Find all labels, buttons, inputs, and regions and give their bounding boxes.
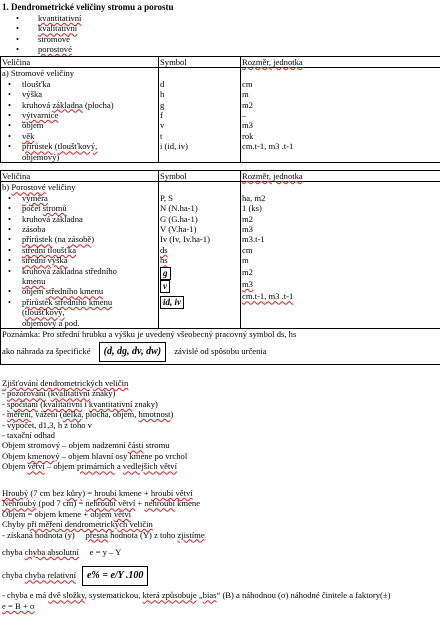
text-line: - získaná hodnota (y) přesná hodnota (Y) z toho zjistíme	[2, 529, 205, 540]
unit-cell: m2	[242, 266, 253, 277]
text-line: chyba chyba absolutní e = y – Y	[2, 547, 122, 558]
formula: e = y – Y	[89, 547, 122, 558]
unit-cell: m3	[242, 120, 253, 131]
symbol-cell: hs	[160, 255, 168, 266]
symbol-cell: ds	[160, 244, 168, 255]
error-section	[2, 488, 436, 611]
section-heading: 1. Dendrometrické veličiny stromu a porostu	[2, 2, 174, 12]
list-item: • přírůstek (tloušťkový, objemový)	[22, 141, 157, 162]
symbol-cell: N (N.ha-1)	[160, 203, 198, 214]
text-line: Objem větví – objem primárních a vedlejších větví	[2, 461, 177, 472]
unit-cell: cm	[242, 78, 253, 89]
header-cell: Veličina	[1, 171, 159, 182]
list-item: • zásoba	[22, 224, 157, 234]
symbol-cell: V (V.ha-1)	[160, 224, 197, 235]
list-item: • stromové	[38, 34, 81, 44]
intro-bullet-list	[38, 13, 81, 55]
list-item: • porostové	[38, 44, 81, 54]
symbol-cell: d	[160, 78, 165, 89]
header-cell: Symbol	[159, 57, 241, 68]
unit-cell: ha, m2	[242, 192, 266, 203]
list-item: • přírůstek středního kmenu (tloušťkový, objemový a pod.	[22, 297, 157, 328]
quantity-list	[2, 193, 157, 328]
unit-cell: cm	[242, 244, 253, 255]
section-title: Zjišťování dendrometrických veličin	[2, 378, 129, 388]
unit-cell: cm.t-1, m3 .t-1	[242, 291, 294, 302]
symbol-cell: v	[160, 120, 165, 131]
section-label: b) Porostové veličiny	[2, 182, 76, 193]
unit-cell: rok	[242, 130, 254, 141]
list-item: • věk	[22, 131, 157, 141]
list-item: • objem středního kmenu	[22, 286, 157, 296]
unit-cell: 1 (ks)	[242, 203, 262, 214]
list-item: • kruhová základna středního kmenu	[22, 266, 157, 287]
list-item: • výška	[22, 89, 157, 99]
unit-cell: m	[242, 255, 249, 266]
symbol-cell: P, S	[160, 192, 173, 203]
formula: (d, dg, dv, dw)	[99, 342, 166, 362]
symbol-cell: i (id, iv)	[160, 141, 188, 152]
list-item: • kruhová základna (plocha)	[22, 100, 157, 110]
table-row	[1, 68, 440, 163]
text-line: Objem = objem kmene + objem větví	[2, 508, 132, 519]
list-item: • výtvarnice	[22, 110, 157, 120]
text-line: - měření, vážení (délka, plocha, objem, hmotnost)	[2, 409, 174, 420]
table-header-row	[1, 171, 440, 182]
header-cell: Rozměr, jednotka	[241, 171, 440, 182]
symbol-cell: f	[160, 110, 163, 121]
symbol-cell: id, iv	[160, 296, 239, 309]
text-line: Hroubý (7 cm bez kůry) = hroubí kmene + hroubí větví	[2, 488, 193, 498]
unit-cell: –	[242, 110, 247, 121]
unit-cell: m	[242, 89, 249, 100]
section-label: a) Stromové veličiny	[2, 68, 75, 79]
text-line: e = B + σ	[2, 600, 35, 611]
text-line: - pozorování (kvalitativní znaky)	[2, 388, 116, 399]
list-item: • přírůstek (na zásobě)	[22, 234, 157, 244]
text-line: Nehroubý (pod 7 cm) = nehroubí větví + nehroubí kmene	[2, 498, 201, 509]
header-cell: Symbol	[159, 171, 241, 182]
list-item: • výměra	[22, 193, 157, 203]
list-item: • kvalitativní	[38, 23, 81, 33]
header-cell: Veličina	[1, 57, 159, 68]
text-line: Chyby při měření dendrometrických veličin	[2, 519, 153, 530]
unit-cell: cm.t-1, m3 .t-1	[242, 141, 294, 152]
text-line: - výpočet, d1,3, h z toho v	[2, 419, 92, 430]
table-row	[1, 182, 440, 329]
unit-cell: m2	[242, 213, 253, 224]
list-item: • střední tloušťka	[22, 245, 157, 255]
text-line: Objem kmenový – objem hlavní osy kmene po vrchol	[2, 450, 188, 461]
quantity-list	[2, 79, 157, 162]
symbol-cell: g	[160, 99, 165, 110]
list-item: • kruhová základna	[22, 214, 157, 224]
list-item: • tloušťka	[22, 79, 157, 89]
note-line: Poznámka: Pro střední hrubku a výšku je uvedený všeobecný pracovný symbol ds, hs	[2, 329, 297, 340]
list-item: • objem	[22, 120, 157, 130]
tree-quantities-table	[0, 56, 440, 163]
list-item: • střední výška	[22, 255, 157, 265]
symbol-cell: G (G.ha-1)	[160, 213, 198, 224]
text-line: chyba chyba relativní e% = e/Y .100	[2, 564, 436, 586]
symbol-cell: h	[160, 89, 165, 100]
text-line: - taxační odhad	[2, 430, 55, 441]
symbol-cell: Iv (Iv, Iv.ha-1)	[160, 234, 210, 245]
table-header-row	[1, 57, 440, 68]
unit-cell: m3	[242, 224, 253, 235]
formula: e% = e/Y .100	[82, 566, 148, 586]
symbol-cell: v	[160, 280, 239, 293]
symbol-cell: g	[160, 267, 239, 280]
unit-cell: m3	[242, 279, 253, 290]
unit-cell: m2	[242, 99, 253, 110]
unit-cell: m3.t-1	[242, 234, 265, 245]
note-line: ako náhrada za špecifické (d, dg, dv, dw) závislé od spôsobu určenia	[2, 342, 440, 362]
list-item: • počet stromů	[22, 203, 157, 213]
text-line: - chyba e má dvě složky, systematickou, která způsobuje „bias“ (B) a náhodnou (σ) náhodné činitele a faktory(±)	[2, 590, 391, 601]
text-line: - spočítaní (kvalitativní i kvantitativní znaky)	[2, 398, 158, 409]
list-item: • kvantitativní	[38, 13, 81, 23]
stand-quantities-table	[0, 170, 440, 365]
table-note-row	[1, 329, 440, 364]
measurement-section	[2, 378, 436, 472]
header-cell: Rozměr, jednotka	[241, 57, 440, 68]
symbol-cell: t	[160, 130, 163, 141]
text-line: Objem stromový – objem nadzemní části stromu	[2, 440, 170, 451]
